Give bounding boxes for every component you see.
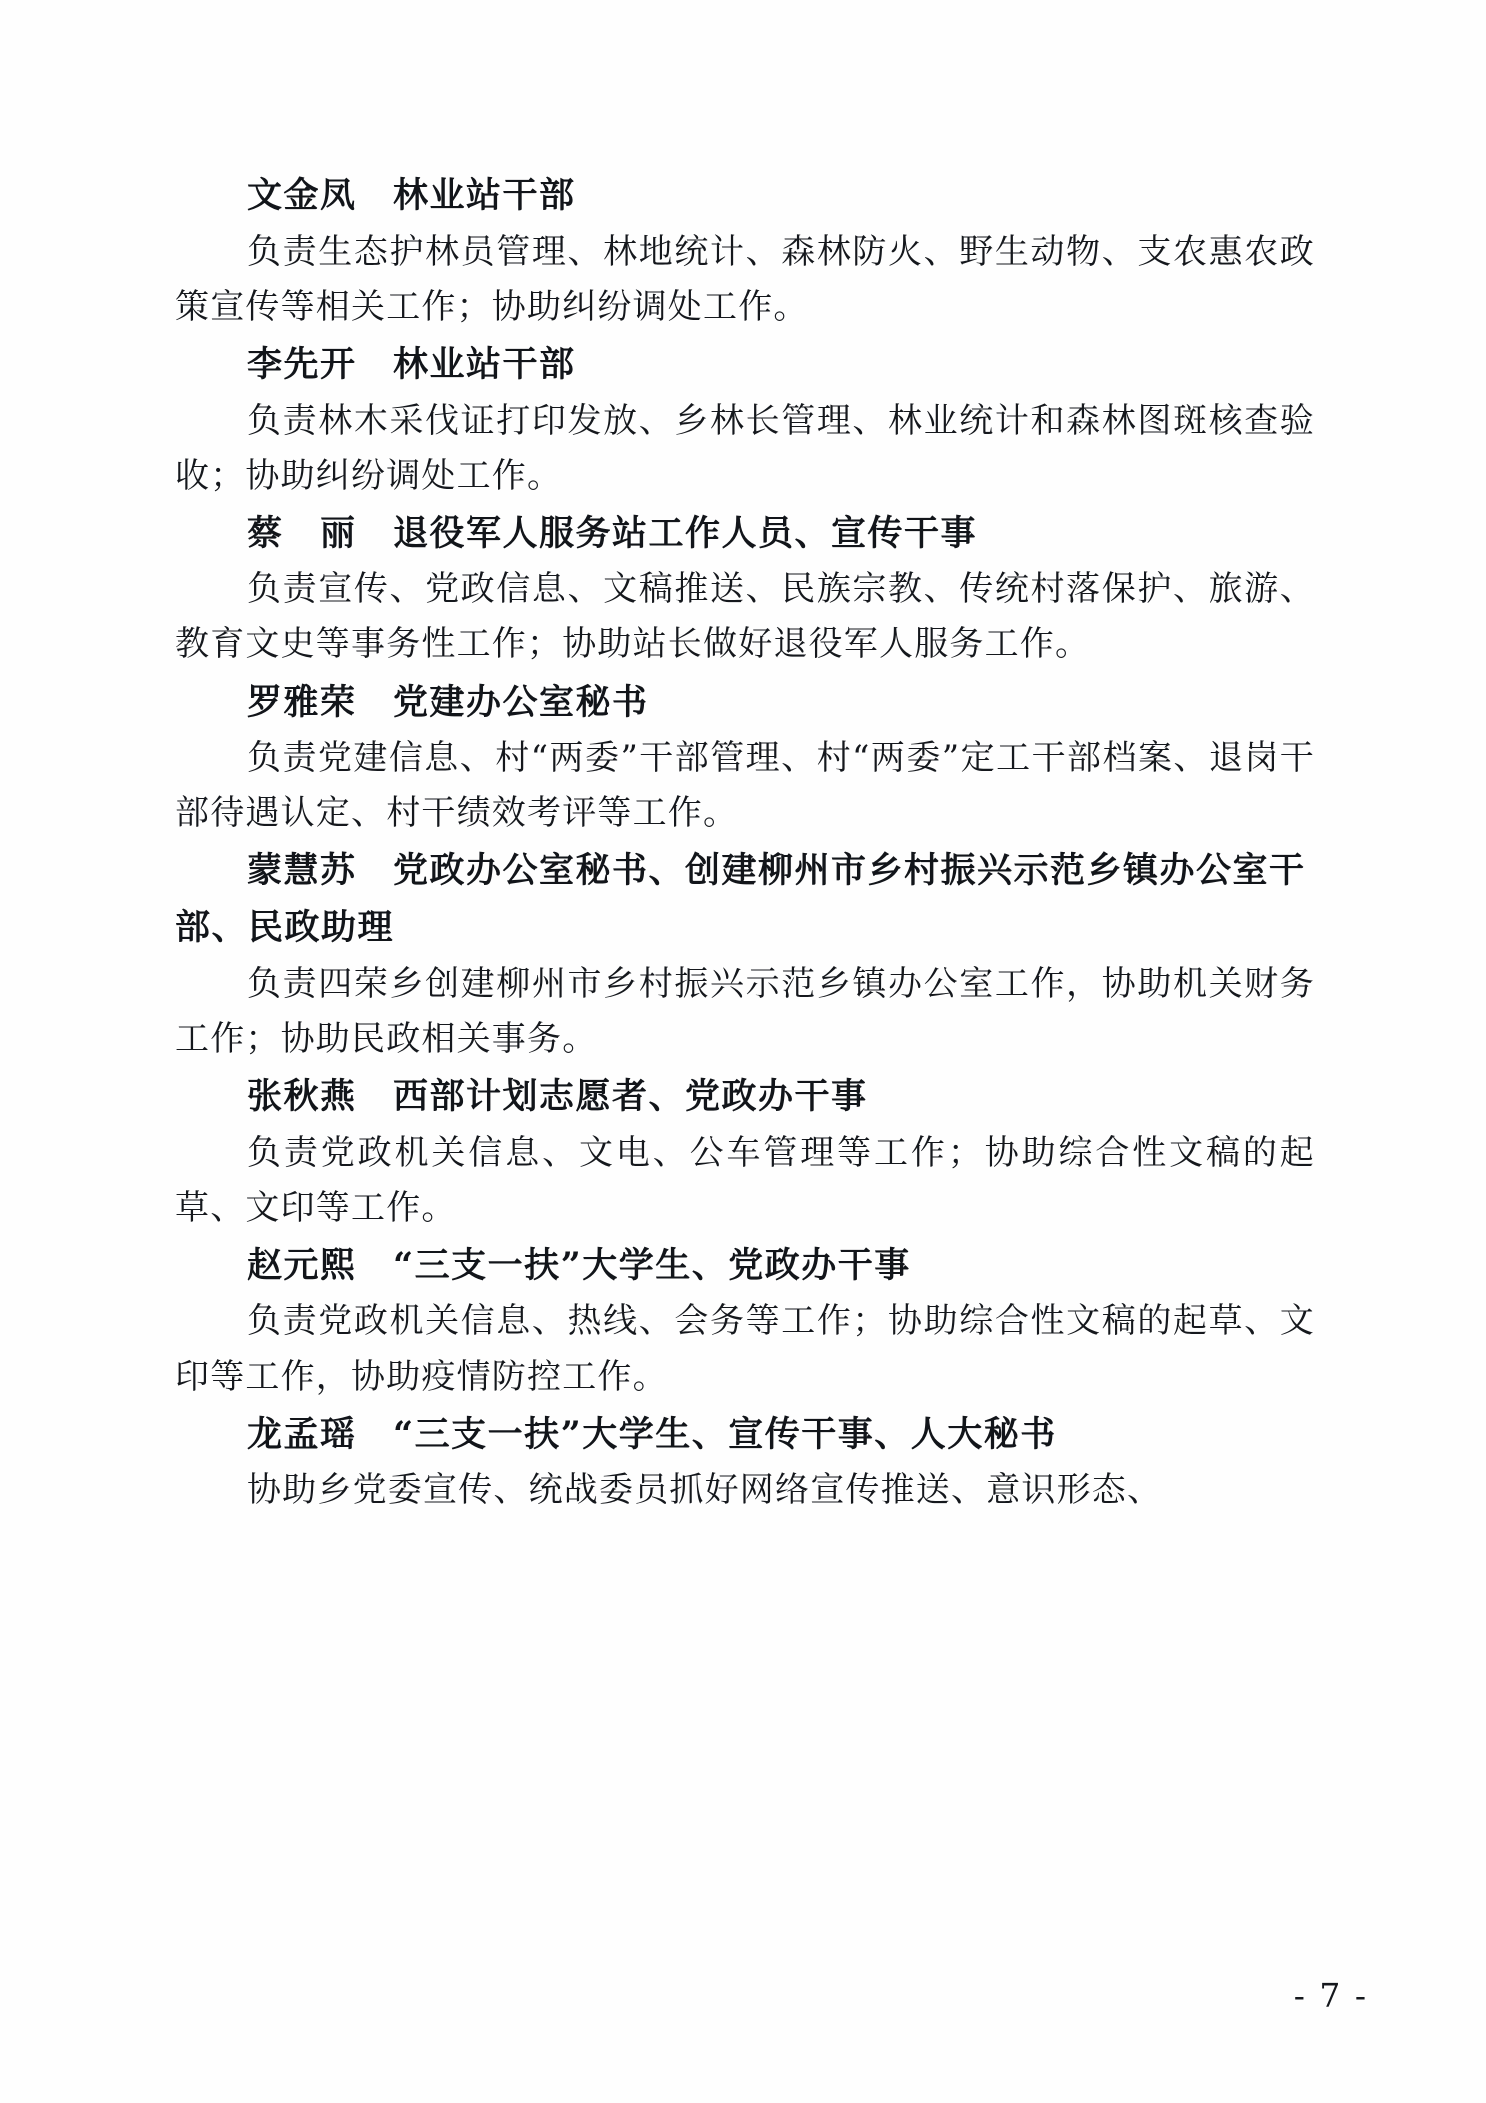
- page-number: - 7 -: [1293, 1976, 1368, 2015]
- staff-name-and-role: 张秋燕 西部计划志愿者、党政办干事: [247, 1075, 868, 1117]
- staff-duties: 负责党建信息、村“两委”干部管理、村“两委”定工干部档案、退岗干部待遇认定、村干绩效考评等工作。: [175, 738, 1315, 834]
- staff-name-and-role: 文金凤 林业站干部: [247, 175, 576, 216]
- staff-name-and-role: 李先开 林业站干部: [247, 343, 576, 385]
- staff-entry: [175, 1069, 1315, 1236]
- staff-name-and-role: 罗雅荣 党建办公室秘书: [247, 681, 649, 723]
- document-body: [175, 168, 1315, 1520]
- staff-name-and-role: 蒙慧苏 党政办公室秘书、创建柳州市乡村振兴示范乡镇办公室干部、民政助理: [175, 850, 1306, 949]
- staff-duties: 负责生态护林员管理、林地统计、森林防火、野生动物、支农惠农政策宣传等相关工作；协助纠纷调处工作。: [175, 231, 1315, 327]
- staff-entry: [175, 675, 1315, 842]
- staff-entry: [175, 506, 1315, 673]
- staff-duties: 负责党政机关信息、文电、公车管理等工作；协助综合性文稿的起草、文印等工作。: [175, 1132, 1315, 1228]
- staff-duties: 负责四荣乡创建柳州市乡村振兴示范乡镇办公室工作，协助机关财务工作；协助民政相关事务。: [175, 963, 1315, 1059]
- staff-duties: 协助乡党委宣传、统战委员抓好网络宣传推送、意识形态、: [247, 1470, 1163, 1511]
- staff-duties: 负责宣传、党政信息、文稿推送、民族宗教、传统村落保护、旅游、教育文史等事务性工作；协助站长做好退役军人服务工作。: [175, 569, 1315, 665]
- staff-entry: [175, 843, 1315, 1067]
- staff-entry: [175, 1238, 1315, 1405]
- staff-name-and-role: 赵元熙 “三支一扶”大学生、党政办干事: [247, 1244, 911, 1286]
- staff-entry: [175, 337, 1315, 504]
- staff-name-and-role: 龙孟瑶 “三支一扶”大学生、宣传干事、人大秘书: [247, 1413, 1057, 1455]
- staff-duties: 负责党政机关信息、热线、会务等工作；协助综合性文稿的起草、文印等工作，协助疫情防控工作。: [175, 1301, 1315, 1397]
- staff-name-and-role: 蔡 丽 退役军人服务站工作人员、宣传干事: [247, 512, 978, 554]
- staff-entry: [175, 168, 1315, 335]
- staff-entry: [175, 1407, 1315, 1519]
- staff-duties: 负责林木采伐证打印发放、乡林长管理、林业统计和森林图斑核查验收；协助纠纷调处工作。: [175, 400, 1315, 496]
